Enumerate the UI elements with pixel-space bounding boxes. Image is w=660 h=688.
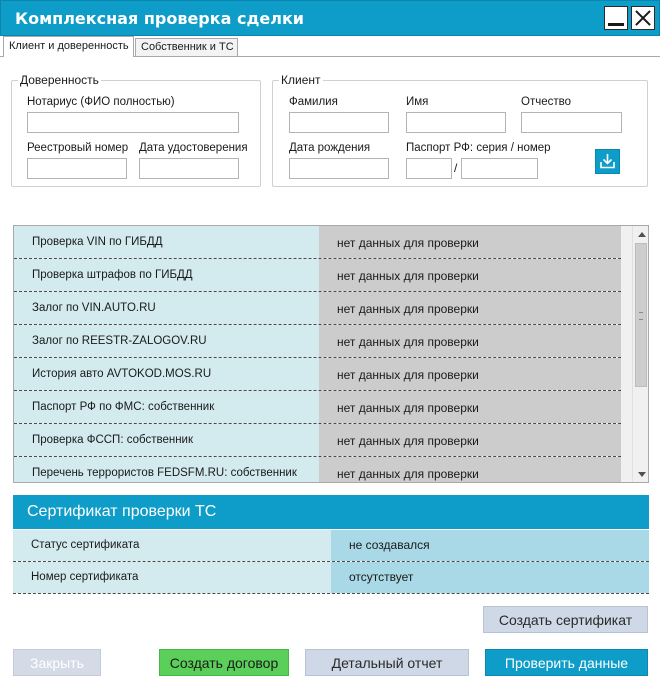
- patronymic-input[interactable]: [521, 112, 622, 133]
- notary-input[interactable]: [27, 112, 239, 133]
- check-row: [14, 226, 621, 259]
- surname-label: Фамилия: [289, 96, 338, 108]
- registry-number-input[interactable]: [27, 158, 127, 179]
- detailed-report-button[interactable]: Детальный отчет: [305, 649, 469, 676]
- check-status: нет данных для проверки: [319, 391, 621, 423]
- check-name: Проверка штрафов по ГИБДД: [14, 259, 319, 291]
- check-row: [14, 259, 621, 292]
- download-button[interactable]: [595, 149, 620, 174]
- download-tray-icon: [596, 150, 619, 173]
- check-status: нет данных для проверки: [319, 259, 621, 291]
- proxy-group-title: Доверенность: [20, 73, 99, 87]
- verify-data-button[interactable]: Проверить данные: [485, 649, 648, 676]
- name-input[interactable]: [406, 112, 506, 133]
- tab-client-proxy[interactable]: Клиент и доверенность: [3, 36, 134, 57]
- window-title: Комплексная проверка сделки: [15, 9, 305, 28]
- check-status: нет данных для проверки: [319, 457, 621, 483]
- minimize-button[interactable]: [604, 6, 628, 30]
- certificate-header: [13, 495, 649, 529]
- notary-label: Нотариус (ФИО полностью): [27, 96, 175, 108]
- check-status: нет данных для проверки: [319, 424, 621, 456]
- scroll-thumb[interactable]: [635, 243, 647, 387]
- check-name: Проверка ФССП: собственник: [14, 424, 319, 456]
- check-row: [14, 424, 621, 457]
- create-certificate-button[interactable]: Создать сертификат: [483, 606, 648, 633]
- passport-series-input[interactable]: [406, 158, 452, 179]
- title-bar: [0, 0, 660, 36]
- create-contract-button[interactable]: Создать договор: [159, 649, 289, 676]
- check-row: [14, 358, 621, 391]
- certificate-title: Сертификат проверки ТС: [27, 503, 217, 520]
- certification-date-input[interactable]: [139, 158, 239, 179]
- certificate-status-value: не создавался: [331, 530, 649, 561]
- check-name: Залог по REESTR-ZALOGOV.RU: [14, 325, 319, 357]
- check-name: Залог по VIN.AUTO.RU: [14, 292, 319, 324]
- close-button[interactable]: Закрыть: [13, 649, 101, 676]
- check-row: [14, 391, 621, 424]
- tab-panel: [0, 56, 660, 208]
- check-row: [14, 325, 621, 358]
- certification-date-label: Дата удостоверения: [139, 142, 248, 154]
- close-window-button[interactable]: [631, 6, 655, 30]
- certificate-number-value: отсутствует: [331, 562, 649, 593]
- surname-input[interactable]: [289, 112, 389, 133]
- birthdate-input[interactable]: [289, 158, 389, 179]
- patronymic-label: Отчество: [521, 96, 571, 108]
- passport-label: Паспорт РФ: серия / номер: [406, 142, 551, 154]
- check-status: нет данных для проверки: [319, 325, 621, 357]
- name-label: Имя: [406, 96, 429, 108]
- birthdate-label: Дата рождения: [289, 142, 371, 154]
- check-status: нет данных для проверки: [319, 292, 621, 324]
- check-status: нет данных для проверки: [319, 358, 621, 390]
- certificate-number-label: Номер сертификата: [13, 562, 331, 593]
- scroll-up-arrow-icon[interactable]: [633, 226, 649, 243]
- vertical-scrollbar[interactable]: [632, 226, 649, 483]
- check-row: [14, 292, 621, 325]
- proxy-group: [11, 73, 261, 187]
- registry-number-label: Реестровый номер: [27, 142, 129, 154]
- certificate-status-row: [13, 530, 649, 562]
- check-name: Паспорт РФ по ФМС: собственник: [14, 391, 319, 423]
- client-group-title: Клиент: [281, 73, 321, 87]
- passport-separator: /: [454, 161, 458, 175]
- tab-owner-vehicle[interactable]: Собственник и ТС: [135, 38, 238, 56]
- check-row: [14, 457, 621, 483]
- passport-number-input[interactable]: [461, 158, 538, 179]
- certificate-number-row: [13, 562, 649, 594]
- check-name: История авто AVTOKOD.MOS.RU: [14, 358, 319, 390]
- checks-list: [13, 225, 649, 483]
- check-name: Проверка VIN по ГИБДД: [14, 226, 319, 258]
- scroll-down-arrow-icon[interactable]: [633, 466, 649, 483]
- check-name: Перечень террористов FEDSFM.RU: собственник: [14, 457, 319, 483]
- certificate-status-label: Статус сертификата: [13, 530, 331, 561]
- client-group: [272, 73, 648, 187]
- check-status: нет данных для проверки: [319, 226, 621, 258]
